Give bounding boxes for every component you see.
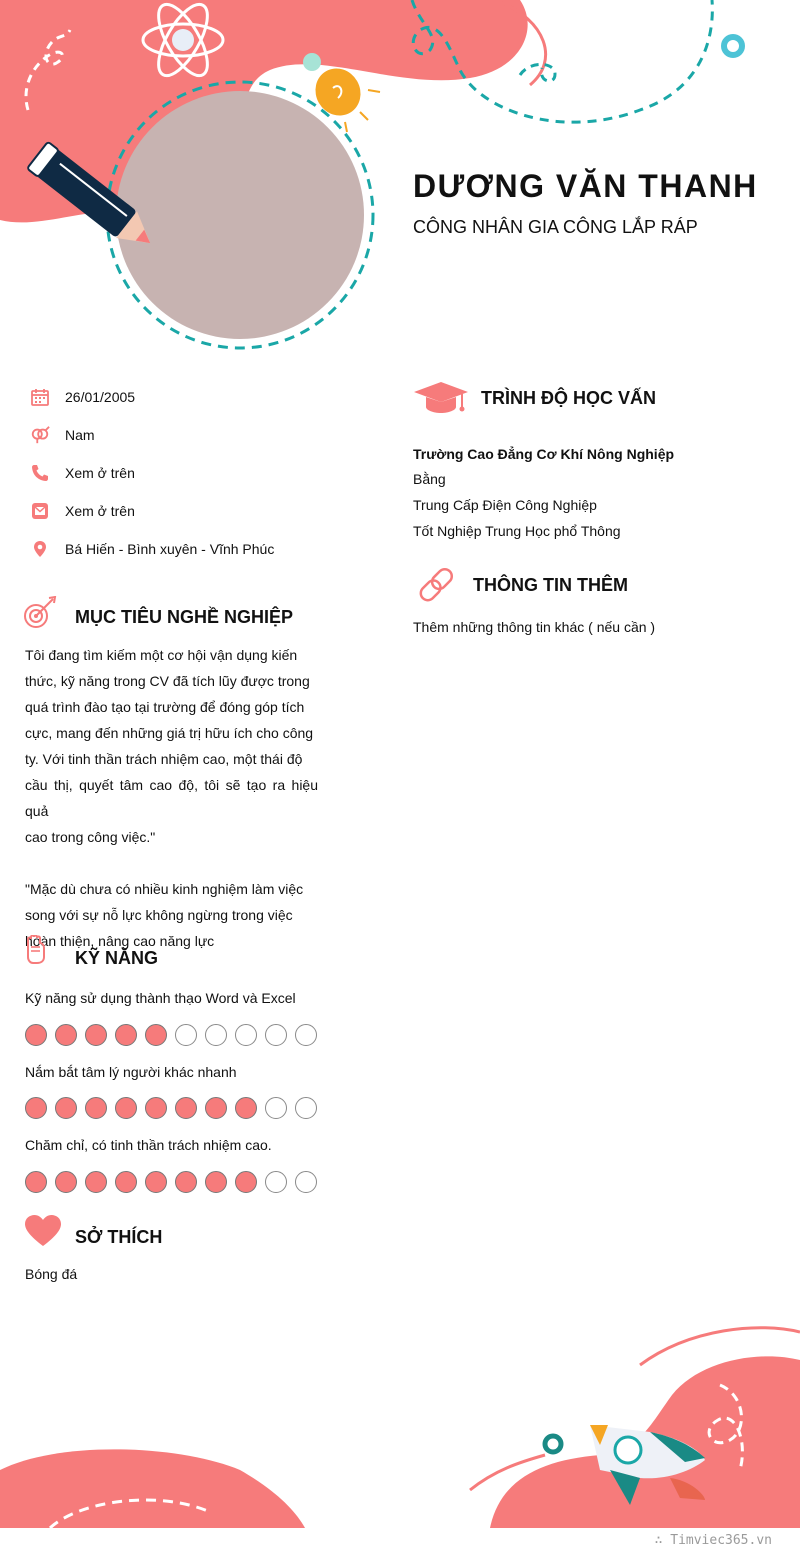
rating-dot-empty: [265, 1171, 287, 1193]
rating-dot-filled: [85, 1024, 107, 1046]
rating-dot-filled: [175, 1171, 197, 1193]
education-line: Bằng: [413, 471, 446, 487]
location-pin-icon: [30, 539, 50, 559]
email-icon: [30, 501, 50, 521]
skill-label: Chăm chỉ, có tinh thần trách nhiệm cao.: [25, 1137, 272, 1153]
rating-dot-filled: [235, 1097, 257, 1119]
rating-dot-filled: [85, 1171, 107, 1193]
objective-line: song với sự nỗ lực không ngừng trong việc: [25, 907, 293, 923]
contact-text: Xem ở trên: [65, 503, 135, 519]
target-icon: [22, 596, 58, 630]
skill-rating: [25, 1097, 317, 1119]
hobbies-title: SỞ THÍCH: [75, 1227, 163, 1247]
additional-text: Thêm những thông tin khác ( nếu cần ): [413, 619, 656, 635]
education-line: Trung Cấp Điện Công Nghiệp: [413, 497, 597, 513]
contact-text: Bá Hiến - Bình xuyên - Vĩnh Phúc: [65, 541, 275, 557]
objective-line: [25, 850, 318, 876]
rating-dot-filled: [85, 1097, 107, 1119]
rating-dot-filled: [205, 1097, 227, 1119]
rating-dot-empty: [235, 1024, 257, 1046]
objective-line: quá trình đào tạo tại trường để đóng góp tích: [25, 699, 305, 715]
heart-icon: [25, 1215, 61, 1247]
candidate-name: DƯƠNG VĂN THANH: [413, 168, 758, 204]
contact-gender: [30, 422, 95, 448]
graduation-cap-icon: [413, 380, 469, 414]
rating-dot-filled: [25, 1097, 47, 1119]
contact-text: Xem ở trên: [65, 465, 135, 481]
rating-dot-filled: [25, 1171, 47, 1193]
rating-dot-filled: [145, 1097, 167, 1119]
rating-dot-empty: [295, 1024, 317, 1046]
rating-dot-empty: [265, 1024, 287, 1046]
objective-text: [25, 642, 318, 954]
rating-dot-empty: [175, 1024, 197, 1046]
contact-phone: [30, 460, 135, 486]
contact-email: [30, 498, 135, 524]
rating-dot-filled: [205, 1171, 227, 1193]
objective-line: thức, kỹ năng trong CV đã tích lũy được trong: [25, 673, 310, 689]
fist-icon: [25, 935, 47, 967]
contact-text: Nam: [65, 427, 95, 443]
rating-dot-filled: [25, 1024, 47, 1046]
rating-dot-filled: [115, 1097, 137, 1119]
rating-dot-filled: [235, 1171, 257, 1193]
skill-rating: [25, 1024, 317, 1046]
phone-icon: [30, 463, 50, 483]
contact-birthdate: [30, 384, 135, 410]
objective-line: cầu thị, quyết tâm cao độ, tôi sẽ tạo ra hiệu quả: [25, 777, 318, 819]
objective-line: cực, mang đến những giá trị hữu ích cho công: [25, 725, 314, 741]
contact-text: 26/01/2005: [65, 389, 136, 405]
rating-dot-filled: [115, 1171, 137, 1193]
rating-dot-filled: [145, 1171, 167, 1193]
skills-title: KỸ NĂNG: [75, 948, 159, 968]
calendar-icon: [30, 387, 50, 407]
rating-dot-filled: [145, 1024, 167, 1046]
additional-title: THÔNG TIN THÊM: [473, 575, 628, 595]
watermark: ∴ Timviec365.vn: [654, 1533, 772, 1548]
education-school: Trường Cao Đẳng Cơ Khí Nông Nghiệp: [413, 446, 675, 462]
rating-dot-empty: [205, 1024, 227, 1046]
paperclip-icon: [415, 563, 459, 605]
rating-dot-filled: [55, 1024, 77, 1046]
education-title: TRÌNH ĐỘ HỌC VẤN: [481, 388, 656, 408]
skill-label: Kỹ năng sử dụng thành thạo Word và Excel: [25, 990, 296, 1006]
profile-photo: [116, 91, 364, 339]
rating-dot-empty: [295, 1097, 317, 1119]
contact-address: [30, 536, 274, 562]
objective-line: cao trong công việc.": [25, 829, 156, 845]
objective-line: Tôi đang tìm kiếm một cơ hội vận dụng kiến: [25, 647, 298, 663]
job-title: CÔNG NHÂN GIA CÔNG LẮP RÁP: [413, 217, 698, 237]
skill-rating: [25, 1171, 317, 1193]
skill-label: Nắm bắt tâm lý người khác nhanh: [25, 1064, 237, 1080]
rating-dot-filled: [55, 1171, 77, 1193]
gender-icon: [30, 425, 50, 445]
rating-dot-filled: [175, 1097, 197, 1119]
objective-title: MỤC TIÊU NGHỀ NGHIỆP: [75, 607, 294, 627]
rating-dot-filled: [115, 1024, 137, 1046]
hobbies-text: Bóng đá: [25, 1266, 78, 1282]
rating-dot-empty: [295, 1171, 317, 1193]
objective-line: ty. Với tinh thần trách nhiệm cao, một thái độ: [25, 751, 303, 767]
objective-line: hoàn thiện, nâng cao năng lực: [25, 933, 215, 949]
rating-dot-filled: [55, 1097, 77, 1119]
education-line: Tốt Nghiệp Trung Học phổ Thông: [413, 523, 621, 539]
objective-line: "Mặc dù chưa có nhiều kinh nghiệm làm việc: [25, 881, 304, 897]
rating-dot-empty: [265, 1097, 287, 1119]
